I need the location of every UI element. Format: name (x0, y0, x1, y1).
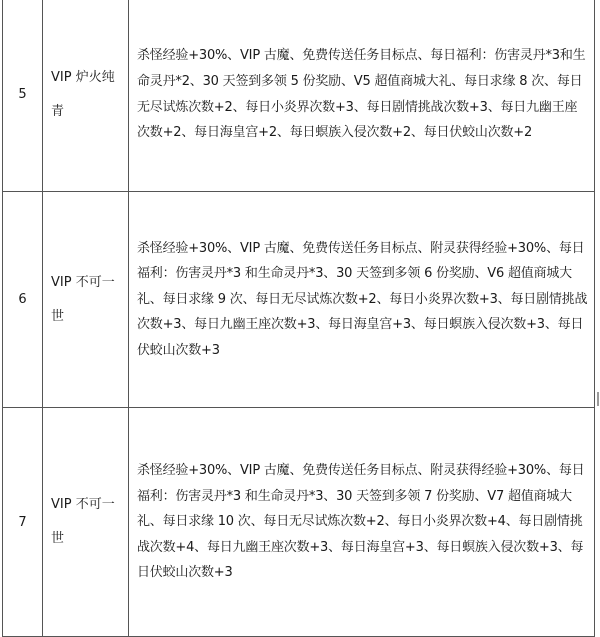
vip-name-cell: VIP 炉火纯青 (43, 0, 129, 192)
table-row (3, 192, 595, 408)
scrollbar-marker (597, 392, 599, 406)
vip-name-cell: VIP 不可一世 (43, 408, 129, 637)
vip-benefits-cell: 杀怪经验+30%、VIP 古魔、免费传送任务目标点、附灵获得经验+30%、每日福利：伤害灵丹*3 和生命灵丹*3、30 天签到多领 6 份奖励、V6 超值商城大礼、每日求缘 9 次、每日无尽试炼次数+2、每日小炎界次数+3、每日剧情挑战次数+3、每日九幽王座次数+3、每日海皇宫+3、每日螟族入侵次数+3、每日伏蛟山次数+3 (129, 192, 595, 408)
table-row (3, 408, 595, 637)
vip-benefits-table (2, 0, 595, 637)
table-row (3, 0, 595, 192)
vip-level-cell: 5 (3, 0, 43, 192)
vip-level-cell: 6 (3, 192, 43, 408)
vip-name-cell: VIP 不可一世 (43, 192, 129, 408)
vip-level-cell: 7 (3, 408, 43, 637)
vip-benefits-cell: 杀怪经验+30%、VIP 古魔、免费传送任务目标点、附灵获得经验+30%、每日福利：伤害灵丹*3 和生命灵丹*3、30 天签到多领 7 份奖励、V7 超值商城大礼、每日求缘 10 次、每日无尽试炼次数+2、每日小炎界次数+4、每日剧情挑战次数+4、每日九幽王座次数+3、每日海皇宫+3、每日螟族入侵次数+3、每日伏蛟山次数+3 (129, 408, 595, 637)
vip-benefits-cell: 杀怪经验+30%、VIP 古魔、免费传送任务目标点、每日福利：伤害灵丹*3和生命灵丹*2、30 天签到多领 5 份奖励、V5 超值商城大礼、每日求缘 8 次、每日无尽试炼次数+2、每日小炎界次数+3、每日剧情挑战次数+3、每日九幽王座次数+2、每日海皇宫+2、每日螟族入侵次数+2、每日伏蛟山次数+2 (129, 0, 595, 192)
